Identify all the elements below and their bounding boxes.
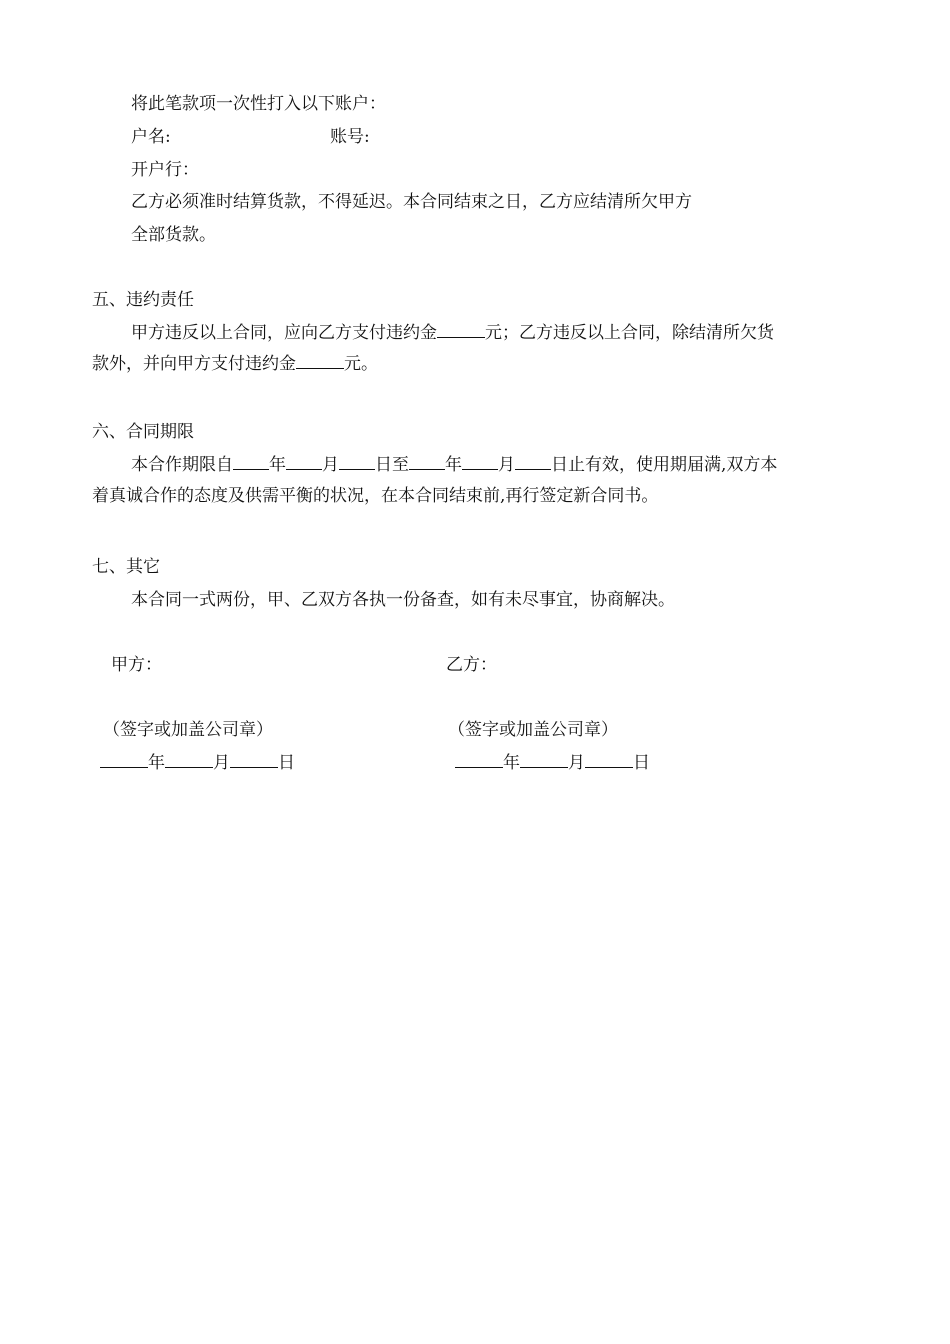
- month-label: 月: [322, 455, 339, 475]
- settlement-text-line1: 乙方必须准时结算货款，不得延迟。本合同结束之日，乙方应结清所欠甲方: [131, 192, 692, 212]
- section-5-text-1: 甲方违反以上合同，应向乙方支付违约金: [131, 323, 437, 343]
- settlement-text-line2: 全部货款。: [131, 225, 216, 245]
- account-name-label: 户名:: [131, 127, 171, 147]
- start-month-blank: [286, 453, 322, 470]
- party-a-year-blank: [100, 751, 148, 768]
- section-5-title: 五、违约责任: [92, 290, 194, 310]
- party-b-date: [455, 751, 650, 775]
- day-label: 日: [278, 753, 295, 773]
- penalty-a-blank: [437, 321, 485, 338]
- end-month-blank: [462, 453, 498, 470]
- party-b-label: 乙方：: [446, 655, 497, 675]
- term-start-text: 本合作期限自: [131, 455, 233, 475]
- start-day-blank: [339, 453, 375, 470]
- month-label: 月: [213, 753, 230, 773]
- party-b-seal-note: （签字或加盖公司章）: [448, 720, 618, 740]
- section-6-body: [92, 450, 860, 512]
- year-label: 年: [503, 753, 520, 773]
- month-label: 月: [498, 455, 515, 475]
- party-a-date: [100, 751, 295, 775]
- section-7-title: 七、其它: [92, 557, 160, 577]
- payment-intro: 将此笔款项一次性打入以下账户：: [131, 94, 386, 114]
- section-7-text: 本合同一式两份，甲、乙双方各执一份备查，如有未尽事宜，协商解决。: [131, 590, 675, 610]
- party-b-month-blank: [520, 751, 568, 768]
- term-end-text-2: 着真诚合作的态度及供需平衡的状况，在本合同结束前,再行签定新合同书。: [92, 486, 659, 506]
- section-5-text-3: 款外，并向甲方支付违约金: [92, 354, 296, 374]
- day-to-label: 日至: [375, 455, 409, 475]
- start-year-blank: [233, 453, 269, 470]
- section-6-title: 六、合同期限: [92, 422, 194, 442]
- party-a-day-blank: [230, 751, 278, 768]
- year-label: 年: [445, 455, 462, 475]
- term-end-text-1: 日止有效，使用期届满,双方本: [551, 455, 778, 475]
- party-a-seal-note: （签字或加盖公司章）: [103, 720, 273, 740]
- account-number-label: 账号:: [330, 127, 370, 147]
- party-b-day-blank: [585, 751, 633, 768]
- section-5-text-4: 元。: [344, 354, 378, 374]
- end-day-blank: [515, 453, 551, 470]
- party-a-month-blank: [165, 751, 213, 768]
- penalty-b-blank: [296, 352, 344, 369]
- end-year-blank: [409, 453, 445, 470]
- month-label: 月: [568, 753, 585, 773]
- party-a-label: 甲方：: [111, 655, 162, 675]
- year-label: 年: [148, 753, 165, 773]
- section-5-text-2: 元；乙方违反以上合同，除结清所欠货: [485, 323, 774, 343]
- year-label: 年: [269, 455, 286, 475]
- day-label: 日: [633, 753, 650, 773]
- party-b-year-blank: [455, 751, 503, 768]
- section-5-body: [92, 318, 860, 380]
- bank-label: 开户行：: [131, 160, 199, 180]
